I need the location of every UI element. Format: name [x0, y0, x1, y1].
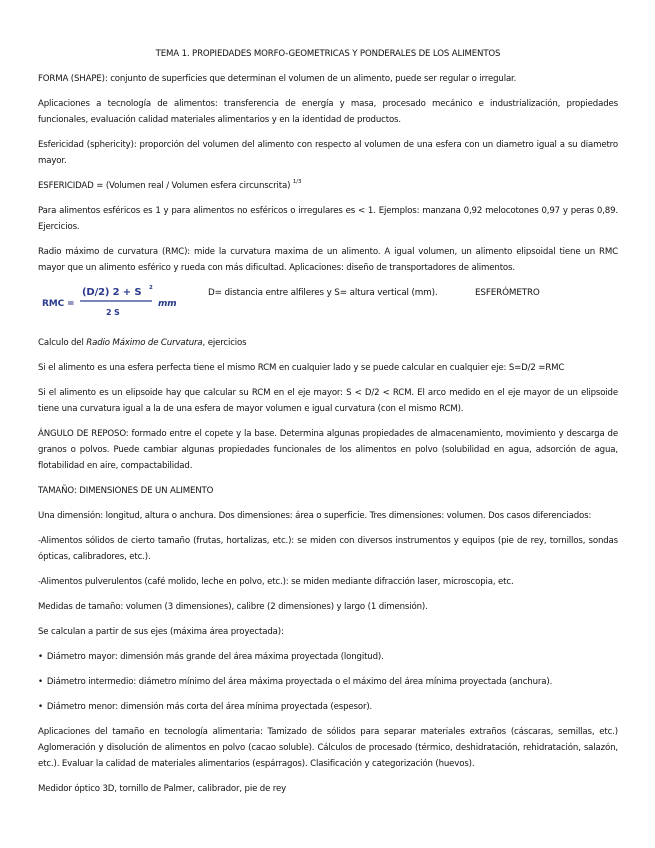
formula-exponent: 2	[149, 285, 153, 291]
calculo-text-a: Calculo del	[38, 338, 87, 348]
document-title: TEMA 1. PROPIEDADES MORFO-GEOMETRICAS Y PONDERALES DE LOS ALIMENTOS	[155, 49, 501, 59]
esfericidad-formula	[38, 178, 618, 194]
aplicaciones-tamano-paragraph: Aplicaciones del tamaño en tecnología alimentaria: Tamizado de sólidos para separar materiales extraños (cáscaras, semillas, etc.) Aglomeración y disolución de alimentos en polvo (cacao soluble). Cálculos de procesado (térmico, deshidratación, rehidratación, salazón, etc.). Evaluar la calidad de materiales alimentarios (espárragos). Clasificación y categorización (huevos).	[38, 727, 618, 769]
calculo-paragraph	[38, 335, 618, 351]
formula-device-label: ESFERÓMETRO	[475, 288, 540, 298]
elipsoide-paragraph: Si el alimento es un elipsoide hay que calcular su RCM en el eje mayor: S < D/2 < RCM. El arco medido en el eje mayor de un elipsoide tiene una curvatura igual a la de una esfera de mayor volumen e igual curvatura (con el mismo RCM).	[38, 388, 618, 414]
formula-lhs: RMC =	[42, 299, 75, 309]
angulo-paragraph: ÁNGULO DE REPOSO: formado entre el copete y la base. Determina algunas propiedades de almacenamiento, movimiento y descarga de granos o polvos. Puede cambiar algunas propiedades funcionales de los alimentos en polvo (solubilidad en agua, adsorción de agua, flotabilidad en aire, compactabilidad.	[38, 429, 618, 471]
formula-numerator: (D/2) 2 + S	[82, 287, 142, 298]
rmc-paragraph: Radio máximo de curvatura (RMC): mide la curvatura maxima de un alimento. A igual volumen, un alimento elipsoidal tiene un RMC mayor que un alimento esférico y rueda con más dificultad. Aplicaciones: diseño de transportadores de alimentos.	[38, 247, 618, 273]
bullet-diametro-menor: • Diámetro menor: dimensión más corta del área mínima proyectada (espesor).	[38, 699, 618, 715]
calculo-text-c: , ejercicios	[202, 338, 247, 348]
esfericidad-definition: Esfericidad (sphericity): proporción del volumen del alimento con respecto al volumen de una esfera con un diametro igual a su diametro mayor.	[38, 140, 618, 166]
bullet-diametro-intermedio: • Diámetro intermedio: diámetro mínimo del área máxima proyectada o el máximo del área mínima proyectada (anchura).	[38, 674, 618, 690]
solidos-paragraph: -Alimentos sólidos de cierto tamaño (frutas, hortalizas, etc.): se miden con diversos instrumentos y equipos (pie de rey, tornillos, sondas ópticas, calibradores, etc.).	[38, 536, 618, 562]
esfericidad-formula-text: ESFERICIDAD = (Volumen real / Volumen esfera circunscrita)	[38, 181, 291, 191]
forma-paragraph: FORMA (SHAPE): conjunto de superficies que determinan el volumen de un alimento, puede ser regular o irregular.	[38, 74, 517, 84]
calculo-text-italic: Radio Máximo de Curvatura	[86, 338, 203, 348]
rmc-formula-graphic	[42, 283, 212, 323]
aplicaciones-paragraph: Aplicaciones a tecnología de alimentos: transferencia de energía y masa, procesado mecánico e industrialización, propiedades funcionales, evaluación calidad materiales alimentarios y en la identidad de productos.	[38, 99, 618, 125]
ejes-paragraph: Se calculan a partir de sus ejes (máxima área proyectada):	[38, 627, 284, 637]
bullet-diametro-mayor: • Diámetro mayor: dimensión más grande del área máxima proyectada (longitud).	[38, 649, 618, 665]
rmc-formula	[42, 283, 212, 323]
document-page	[38, 46, 618, 806]
esfericos-paragraph: Para alimentos esféricos es 1 y para alimentos no esféricos o irregulares es < 1. Ejemplos: manzana 0,92 melocotones 0,97 y peras 0,89. Ejercicios.	[38, 206, 618, 232]
rmc-formula-row	[38, 285, 618, 329]
formula-denominator: 2 S	[106, 308, 120, 317]
esfera-paragraph: Si el alimento es una esfera perfecta tiene el mismo RCM en cualquier lado y se puede calcular en cualquier eje: S=D/2 =RMC	[38, 363, 565, 373]
tamano-heading: TAMAÑO: DIMENSIONES DE UN ALIMENTO	[38, 486, 214, 496]
esfericidad-exponent: 1/3	[292, 179, 302, 185]
dimensiones-paragraph: Una dimensión: longitud, altura o anchura. Dos dimensiones: área o superficie. Tres dimensiones: volumen. Dos casos diferenciados:	[38, 511, 592, 521]
formula-unit: mm	[158, 299, 177, 309]
medidas-paragraph: Medidas de tamaño: volumen (3 dimensiones), calibre (2 dimensiones) y largo (1 dimensión).	[38, 602, 428, 612]
formula-legend: D= distancia entre alfileres y S= altura vertical (mm).	[208, 288, 438, 298]
pulverulentos-paragraph: -Alimentos pulverulentos (café molido, leche en polvo, etc.): se miden mediante difracción laser, microscopia, etc.	[38, 577, 514, 587]
medidor-paragraph: Medidor óptico 3D, tornillo de Palmer, calibrador, pie de rey	[38, 784, 287, 794]
